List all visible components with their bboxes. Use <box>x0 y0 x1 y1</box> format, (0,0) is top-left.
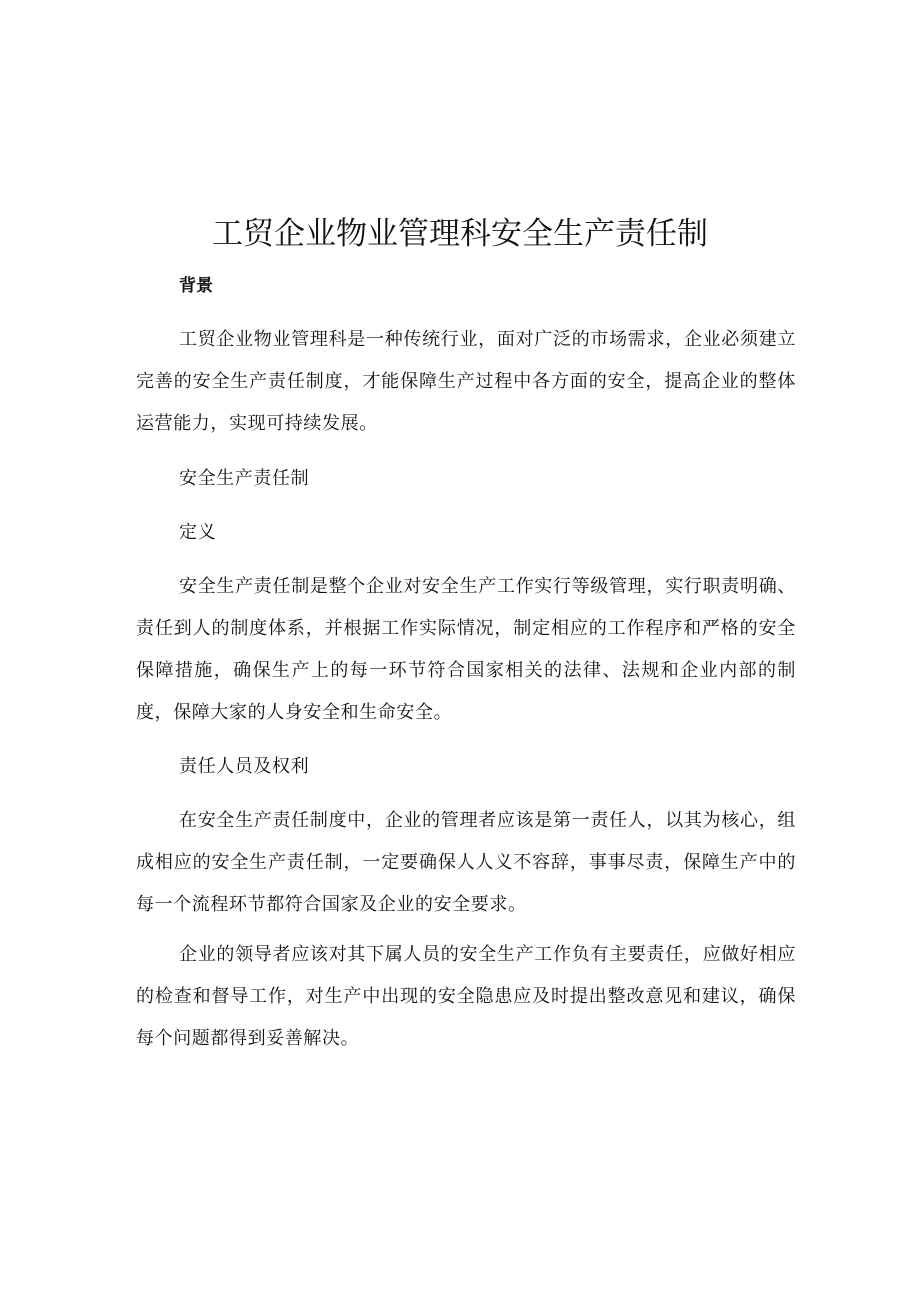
document-title: 工贸企业物业管理科安全生产责任制 <box>212 216 708 252</box>
section-heading: 安全生产责任制 <box>179 468 310 489</box>
definition-paragraph: 安全生产责任制是整个企业对安全生产工作实行等级管理，实行职责明确、责任到人的制度体系，并根据工作实际情况，制定相应的工作程序和严格的安全保障措施，确保生产上的每一环节符合国家相关的法律、法规和企业内部的制度，保障大家的人身安全和生命安全。 <box>136 576 796 723</box>
background-paragraph: 工贸企业物业管理科是一种传统行业，面对广泛的市场需求，企业必须建立完善的安全生产责任制度，才能保障生产过程中各方面的安全，提高企业的整体运营能力，实现可持续发展。 <box>136 329 796 434</box>
background-heading: 背景 <box>179 276 213 296</box>
responsibility-paragraph-2: 企业的领导者应该对其下属人员的安全生产工作负有主要责任，应做好相应的检查和督导工作，对生产中出现的安全隐患应及时提出整改意见和建议，确保每个问题都得到妥善解决。 <box>136 944 796 1049</box>
definition-heading: 定义 <box>179 522 217 543</box>
responsibility-heading: 责任人员及权利 <box>179 756 310 777</box>
responsibility-paragraph-1: 在安全生产责任制度中，企业的管理者应该是第一责任人，以其为核心，组成相应的安全生产责任制，一定要确保人人义不容辞，事事尽责，保障生产中的每一个流程环节都符合国家及企业的安全要求。 <box>136 810 796 915</box>
